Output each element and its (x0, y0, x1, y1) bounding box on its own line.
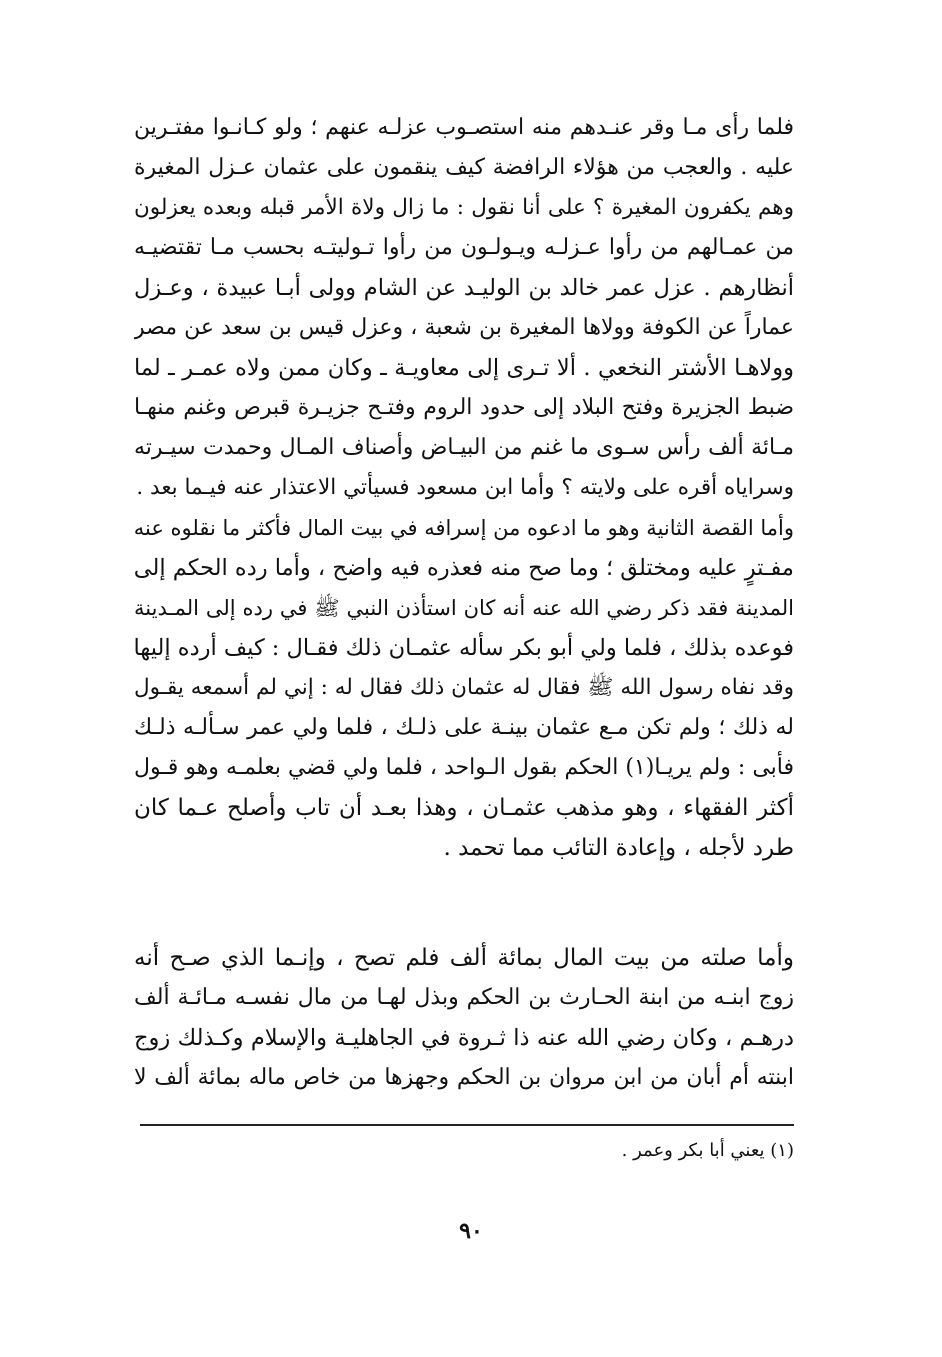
text-line: وأما القصة الثانية وهو ما ادعوه من إسرافه في بيت المال فأكثر ما نقلوه عنه (134, 516, 794, 540)
text-line: له ذلك ؛ ولم تكن مـع عثمان بينـة على ذلـك ، فلما ولي عمر سـألـه ذلـك (134, 715, 794, 740)
text-line: ابنته أم أبان من ابن مروان بن الحكم وجهزها من خاص ماله بمائة ألف لا (134, 1065, 794, 1090)
text-line: وقد نفاه رسول الله ﷺ فقال له عثمان ذلك فقال له : إني لم أسمعه يقـول (134, 675, 794, 700)
text-line: المدينة فقد ذكر رضي الله عنه أنه كان استأذن النبي ﷺ في رده إلى المـدينة (134, 596, 794, 620)
text-line: وأما صلته من بيت المال بمائة ألف فلم تصح ، وإنـما الذي صـح أنه (134, 945, 794, 971)
text-line: مفـترٍ عليه ومختلق ؛ وما صح منه فعذره فيه واضح ، وأما رده الحكم إلى (134, 555, 794, 581)
footnote: (١) يعني أبا بكر وعمر . (621, 1140, 794, 1161)
paragraph-2 (134, 938, 794, 1098)
text-line: مـائة ألف رأس سـوى ما غنم من البيـاض وأصناف المـال وحمدت سيـرته (134, 435, 794, 460)
text-line: وهم يكفرون المغيرة ؟ على أنا نقول : ما زال ولاة الأمر قبله وبعده يعزلون (134, 195, 794, 220)
text-line: فلما رأى مـا وقر عنـدهم منه استصـوب عزلـه عنهم ؛ ولو كـانـوا مفتـرين (134, 115, 794, 140)
text-line: أنظارهم . عزل عمر خالد بن الوليـد عن الشام وولى أبـا عبيدة ، وعـزل (134, 275, 794, 301)
text-line: زوج ابنـه من ابنة الحـارث بن الحكم وبذل لهـا من مال نفسـه مـائـة ألف (134, 985, 794, 1010)
text-line: درهـم ، وكان رضي الله عنه ذا ثـروة في الجاهليـة والإسلام وكـذلك زوج (134, 1025, 794, 1051)
text-line: ضبط الجزيرة وفتح البلاد إلى حدود الروم وفتـح جزيـرة قبرص وغنم منهـا (134, 395, 794, 420)
text-line: عماراً عن الكوفة وولاها المغيرة بن شعبة ، وعزل قيس بن سعد عن مصر (134, 315, 794, 340)
text-line: عليه . والعجب من هؤلاء الرافضة كيف ينقمون على عثمان عـزل المغيرة (134, 155, 794, 180)
footnote-divider (140, 1124, 794, 1126)
paragraph-1 (134, 108, 794, 868)
text-line: وسراياه أقره على ولايته ؟ وأما ابن مسعود فسيأتي الاعتذار عنه فيـما بعد . (136, 475, 794, 500)
page-number: ٩٠ (459, 1218, 483, 1244)
text-line: أكثر الفقهاء ، وهو مذهب عثمـان ، وهذا بعـد أن تاب وأصلح عـما كان (134, 795, 794, 821)
text-line: من عمـالهم من رأوا عـزلـه ويـولـون من رأوا تـوليتـه بحسب مـا تقتضيـه (134, 235, 794, 260)
text-line: طرد لأجله ، وإعادة التائب مما تحمد . (443, 835, 794, 861)
text-line: وولاهـا الأشتر النخعي . ألا تـرى إلى معاويـة ـ وكان ممن ولاه عمـر ـ لما (134, 355, 794, 381)
text-line: فأبى : ولم يريـا(١) الحكم بقول الـواحد ، فلما ولي قضي بعلمـه وهو قـول (134, 755, 794, 780)
text-line: فوعده بذلك ، فلما ولي أبو بكر سأله عثمـان ذلك فقـال : كيف أرده إليها (134, 635, 794, 661)
